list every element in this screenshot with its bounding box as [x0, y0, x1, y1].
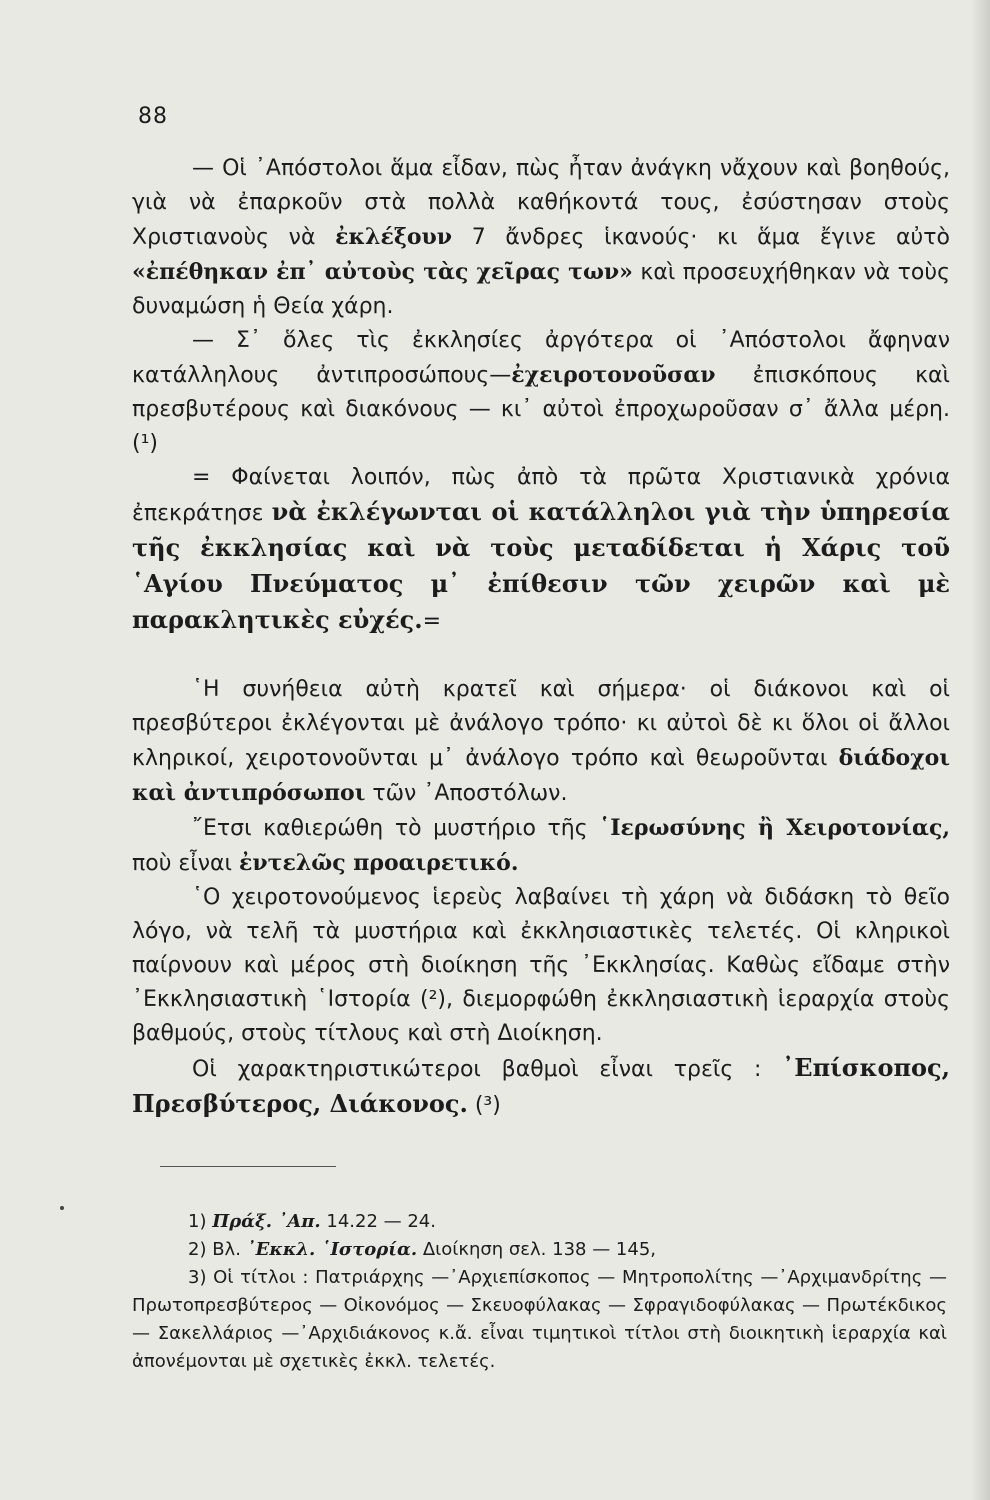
paragraph-3 — [132, 461, 950, 639]
footnote-1-number: 1) — [188, 1211, 213, 1232]
footnote-divider — [160, 1166, 336, 1167]
paragraph-3-text-a: = Φαίνεται λοιπόν, πὼς ἀπὸ τὰ πρῶτα Χριστιανικὰ χρόνια ἐπεκράτησε — [132, 465, 950, 526]
paragraph-5 — [132, 811, 950, 881]
paragraph-1-emphasis-b: «ἐπέθηκαν ἐπ᾿ αὐτοὺς τὰς χεῖρας των» — [132, 259, 633, 285]
paragraph-4 — [132, 673, 950, 811]
paragraph-1-text-b: 7 ἄνδρες ἱκανούς· κι ἅμα ἔγινε αὐτὸ — [452, 225, 950, 250]
paragraph-7-text-b: (³) — [467, 1093, 501, 1118]
paragraph-7-emphasis: ᾿Επίσκοπος, Πρεσβύτερος, Διάκονος. — [132, 1053, 950, 1118]
footnotes — [132, 1208, 947, 1376]
footnote-3 — [132, 1264, 947, 1376]
paragraph-4-emphasis: διάδοχοι καὶ ἀντιπρόσωποι — [132, 745, 950, 806]
footnote-3-text: 3) Οἱ τίτλοι : Πατριάρχης —᾿Αρχιεπίσκοπος — Μητροπολίτης —᾿Αρχιμανδρίτης — Πρωτοπρεσβύτερος — Οἰκονόμος — Σκευοφύλακας — Σφραγιδοφύλακας — Πρωτέκδικος — Σακελλάριος —᾿Αρχιδιάκονος κ.ἄ. εἶναι τιμητικοὶ τίτλοι στὴ διοικητικὴ ἱεραρχία καὶ ἀπονέμονται μὲ σχετικὲς ἐκκλ. τελετές. — [132, 1267, 947, 1372]
page-edge-shadow — [970, 0, 990, 1500]
page-number: 88 — [138, 104, 168, 129]
paragraph-7-text-a: Οἱ χαρακτηριστικώτεροι βαθμοὶ εἶναι τρεῖς : — [192, 1057, 783, 1082]
paragraph-1-emphasis-a: ἐκλέξουν — [335, 224, 453, 250]
paragraph-2-text-b: ἐπισκόπους καὶ πρεσβυτέρους καὶ διακόνους — κι᾿ αὐτοὶ ἐπροχωροῦσαν σ᾿ ἄλλα μέρη. (¹) — [132, 363, 950, 456]
paragraph-4-text-a: ῾Η συνήθεια αὐτὴ κρατεῖ καὶ σήμερα· οἱ διάκονοι καὶ οἱ πρεσβύτεροι ἐκλέγονται μὲ ἀνάλογο τρόπο· κι αὐτοὶ δὲ κι ὅλοι οἱ ἄλλοι κληρικοί, χειροτονοῦνται μ᾿ ἀνάλογο τρόπο καὶ θεωροῦνται — [132, 677, 950, 771]
paragraph-2 — [132, 324, 950, 461]
paragraph-5-emphasis-a: ῾Ιερωσύνης ἢ Χειροτονίας, — [599, 815, 950, 841]
paragraph-2-emphasis: ἐχειροτονοῦσαν — [511, 362, 716, 388]
paragraph-7 — [132, 1051, 950, 1123]
paragraph-2-text-a: — Σ᾿ ὅλες τὶς ἐκκλησίες ἀργότερα οἱ ᾿Απόστολοι ἄφηναν κατάλληλους ἀντιπροσώπους— — [132, 328, 950, 388]
paragraph-3-text-b: = — [422, 609, 442, 634]
paragraph-1-text-c: καὶ προσευχήθηκαν νὰ τοὺς δυναμώση ἡ Θεία χάρη. — [132, 260, 950, 319]
paragraph-5-text-b: ποὺ εἶναι — [132, 851, 239, 876]
footnote-1-text: 14.22 — 24. — [320, 1211, 436, 1232]
paragraph-1 — [132, 152, 950, 324]
body-text — [132, 152, 950, 1123]
paper-speck — [60, 1206, 64, 1210]
footnote-1 — [132, 1208, 947, 1236]
footnote-2-number: 2) Βλ. — [188, 1239, 247, 1260]
footnote-1-reference: Πράξ. ᾿Απ. — [212, 1211, 321, 1232]
paragraph-6-text: ῾Ο χειροτονούμενος ἱερεὺς λαβαίνει τὴ χάρη νὰ διδάσκη τὸ θεῖο λόγο, νὰ τελῆ τὰ μυστήρια καὶ ἐκκλησιαστικὲς τελετές. Οἱ κληρικοὶ παίρνουν καὶ μέρος στὴ διοίκηση τῆς ᾿Εκκλησίας. Καθὼς εἴδαμε στὴν ᾿Εκκλησιαστικὴ ῾Ιστορία (²), διεμορφώθη ἐκκλησιαστικὴ ἱεραρχία στοὺς βαθμούς, στοὺς τίτλους καὶ στὴ Διοίκηση. — [132, 885, 950, 1046]
paragraph-3-emphasis: νὰ ἐκλέγωνται οἱ κατάλληλοι γιὰ τὴν ὑπηρεσία τῆς ἐκκλησίας καὶ νὰ τοὺς μεταδίδεται ἡ Χάρις τοῦ ῾Αγίου Πνεύματος μ᾿ ἐπίθεσιν τῶν χειρῶν καὶ μὲ παρακλητικὲς εὐχές. — [132, 497, 951, 634]
paragraph-1-text-a: — Οἱ ᾿Απόστολοι ἅμα εἶδαν, πὼς ἦταν ἀνάγκη νἄχουν καὶ βοηθούς, γιὰ νὰ ἐπαρκοῦν στὰ πολλὰ καθήκοντά τους, ἐσύστησαν στοὺς Χριστιανοὺς νὰ — [132, 156, 950, 250]
paragraph-6 — [132, 881, 950, 1051]
paragraph-4-text-b: τῶν ᾿Αποστόλων. — [365, 781, 568, 806]
footnote-2 — [132, 1236, 947, 1264]
footnote-2-reference: ᾿Εκκλ. ῾Ιστορία. — [246, 1239, 418, 1260]
paragraph-5-emphasis-b: ἐντελῶς προαιρετικό. — [239, 850, 519, 876]
footnote-2-text: Διοίκηση σελ. 138 — 145, — [417, 1239, 657, 1260]
paragraph-5-text-a: ῎Ετσι καθιερώθη τὸ μυστήριο τῆς — [192, 816, 600, 841]
